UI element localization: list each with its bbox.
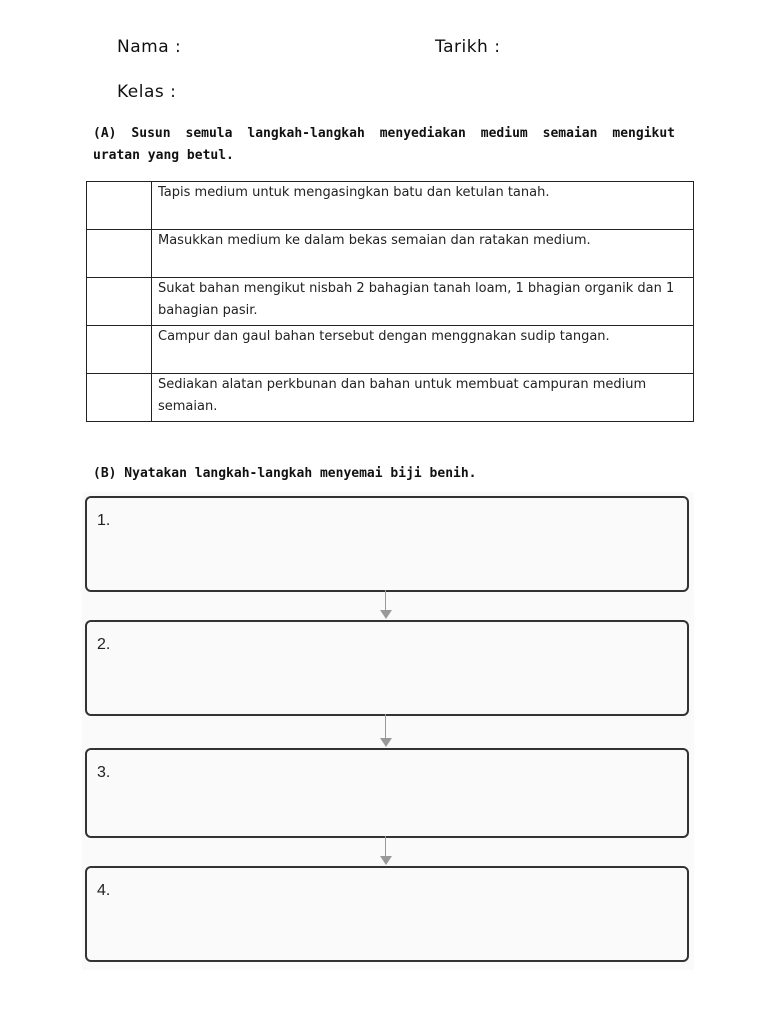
table-row (87, 374, 694, 422)
section-a-title: (A) Susun semula langkah-langkah menyediakan medium semaian mengikut uratan yang betul. (93, 126, 675, 163)
step-number: 2. (97, 636, 111, 653)
table-row (87, 278, 694, 326)
nama-label: Nama : (117, 37, 182, 57)
step-number: 4. (97, 882, 111, 899)
answer-box-3[interactable] (85, 748, 689, 838)
step-number: 3. (97, 764, 111, 781)
answer-box-4[interactable] (85, 866, 689, 962)
step-text: Masukkan medium ke dalam bekas semaian dan ratakan medium. (152, 230, 694, 278)
section-b-title: (B) Nyatakan langkah-langkah menyemai biji benih. (93, 466, 477, 481)
kelas-label: Kelas : (117, 82, 177, 102)
order-cell[interactable] (87, 374, 152, 422)
answer-box-2[interactable] (85, 620, 689, 716)
table-row (87, 326, 694, 374)
order-cell[interactable] (87, 230, 152, 278)
table-row (87, 230, 694, 278)
step-text: Tapis medium untuk mengasingkan batu dan ketulan tanah. (152, 182, 694, 230)
order-cell[interactable] (87, 278, 152, 326)
table-row (87, 182, 694, 230)
tarikh-label: Tarikh : (435, 37, 501, 57)
step-text: Campur dan gaul bahan tersebut dengan menggnakan sudip tangan. (152, 326, 694, 374)
down-arrow-icon (380, 714, 392, 748)
step-text: Sediakan alatan perkbunan dan bahan untuk membuat campuran medium semaian. (152, 374, 694, 422)
order-cell[interactable] (87, 182, 152, 230)
step-number: 1. (97, 512, 111, 529)
order-cell[interactable] (87, 326, 152, 374)
answer-box-1[interactable] (85, 496, 689, 592)
down-arrow-icon (380, 590, 392, 620)
down-arrow-icon (380, 836, 392, 866)
steps-table (86, 181, 694, 422)
step-text: Sukat bahan mengikut nisbah 2 bahagian tanah loam, 1 bhagian organik dan 1 bahagian pasir. (152, 278, 694, 326)
